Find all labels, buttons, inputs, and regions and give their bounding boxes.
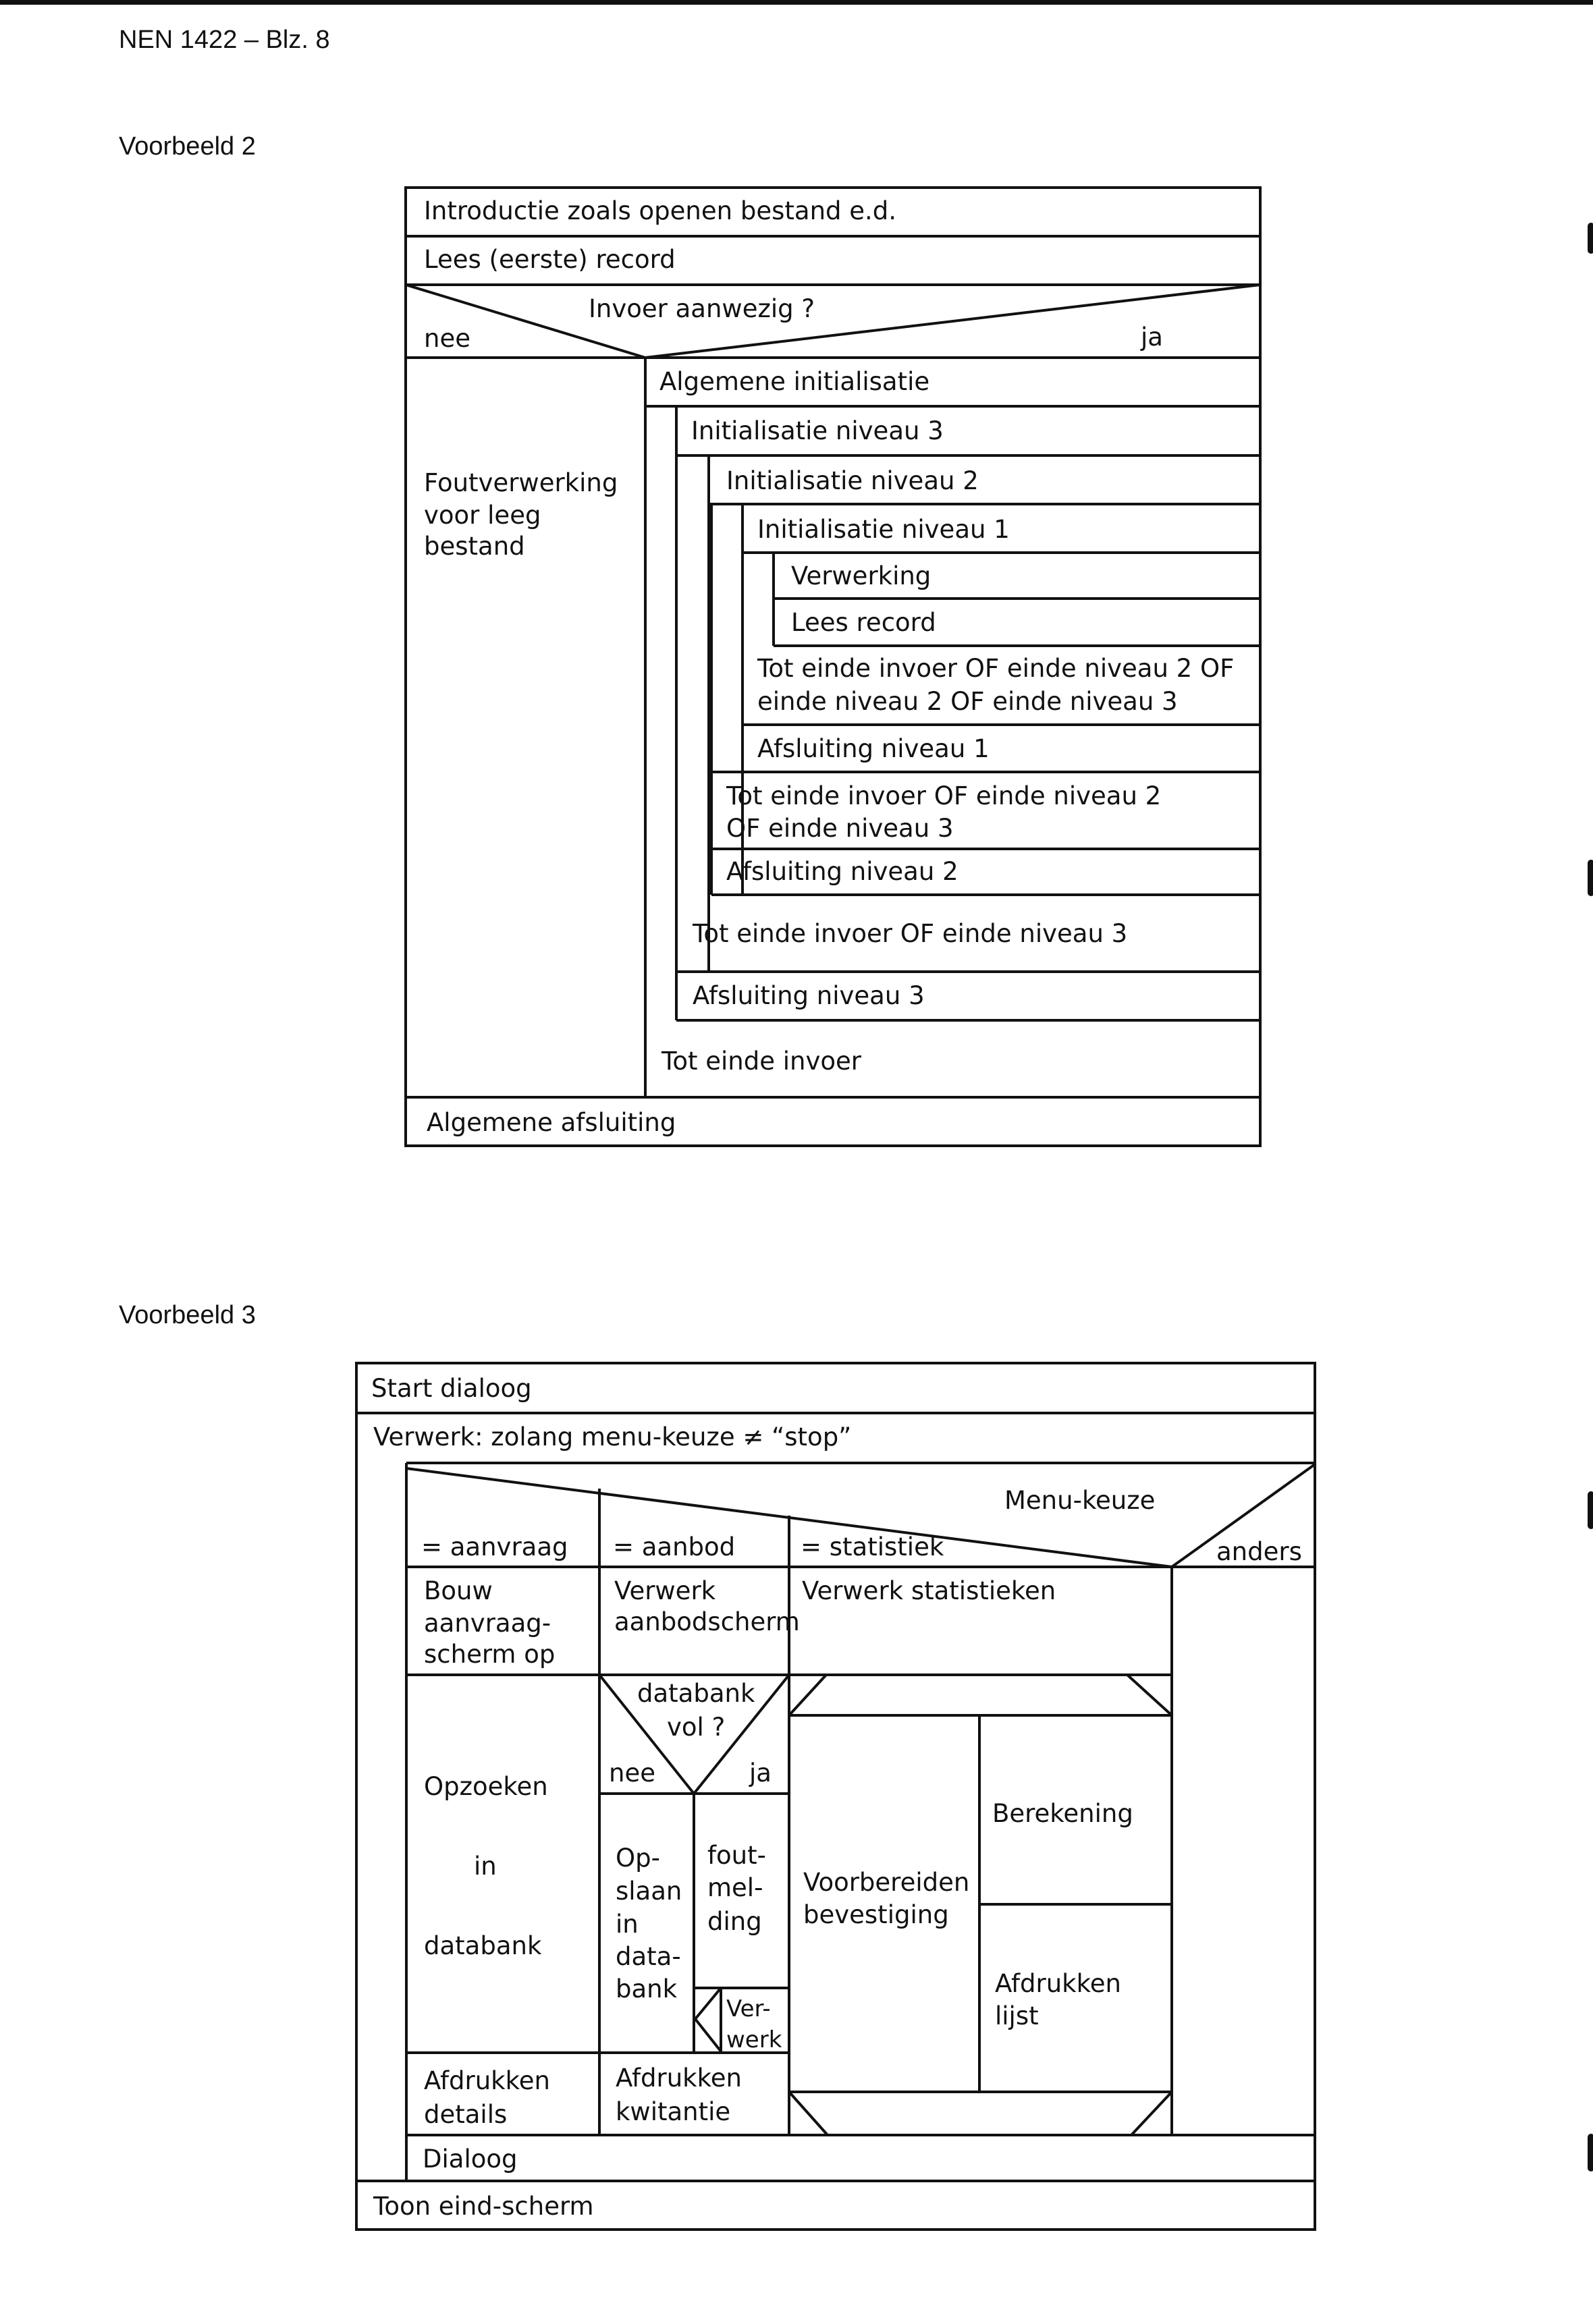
- ex3-parallel-top-right: [1127, 1675, 1172, 1715]
- ex3-store-line-2: slaan: [616, 1877, 682, 1906]
- ex3-prepare-line-2: bevestiging: [803, 1900, 949, 1929]
- ex2-until-1-line-1: Tot einde invoer OF einde niveau 2 OF: [757, 654, 1235, 683]
- ex3-print-receipt-line-1: Afdrukken: [616, 2064, 742, 2093]
- ex3-error-line-1: fout-: [707, 1841, 766, 1870]
- ex3-error-line-2: mel-: [707, 1873, 763, 1902]
- ex3-db-no: nee: [609, 1759, 655, 1788]
- ex3-offer-line-2: aanbodscherm: [614, 1607, 800, 1636]
- ex3-short-line-2: werk: [726, 2026, 782, 2053]
- ex3-end-screen: Toon eind-scherm: [373, 2192, 594, 2221]
- ex2-error-line-1: Foutverwerking: [424, 468, 618, 497]
- binding-hole-mark: [1588, 860, 1593, 896]
- ex3-db-yes: ja: [749, 1759, 772, 1788]
- ex3-process-stats: Verwerk statistieken: [802, 1576, 1056, 1605]
- ex3-calc: Berekening: [992, 1799, 1133, 1828]
- ex2-decision-yes: ja: [1141, 323, 1163, 352]
- binding-hole-mark: [1588, 2134, 1593, 2171]
- ex3-store-line-5: bank: [616, 1974, 678, 2003]
- page-header: NEN 1422 – Blz. 8: [119, 26, 330, 54]
- ex2-close-2: Afsluiting niveau 2: [726, 857, 959, 886]
- ex2-until-2-line-2: OF einde niveau 3: [726, 814, 954, 843]
- ex3-print-list-line-1: Afdrukken: [995, 1969, 1121, 1998]
- ex3-db-question-line-2: vol ?: [667, 1713, 726, 1742]
- ex2-intro: Introductie zoals openen bestand e.d.: [424, 196, 897, 225]
- ex2-error-line-2: voor leeg: [424, 501, 541, 530]
- ex3-print-details-line-2: details: [424, 2100, 508, 2129]
- ex3-print-details-line-1: Afdrukken: [424, 2066, 550, 2095]
- ex2-until-2-line-1: Tot einde invoer OF einde niveau 2: [726, 781, 1162, 810]
- ex3-opt-stats: = statistiek: [801, 1532, 944, 1561]
- ex3-db-question-line-1: databank: [637, 1679, 755, 1708]
- ex3-parallel-marker: [695, 1988, 721, 2051]
- ex3-build-line-3: scherm op: [424, 1640, 556, 1669]
- ex2-decision-question: Invoer aanwezig ?: [589, 294, 815, 323]
- ex2-until-input: Tot einde invoer: [662, 1047, 861, 1076]
- ex2-error-line-3: bestand: [424, 532, 525, 561]
- ex3-opt-offer: = aanbod: [613, 1532, 736, 1561]
- ex3-lookup-line-3: databank: [424, 1931, 542, 1960]
- ex3-store-line-3: in: [616, 1910, 639, 1939]
- example-2-title: Voorbeeld 2: [119, 132, 256, 161]
- ex3-store-line-1: Op-: [616, 1844, 660, 1873]
- ex3-prepare-line-1: Voorbereiden: [803, 1868, 970, 1897]
- ex2-processing: Verwerking: [791, 561, 932, 590]
- ex3-error-line-3: ding: [707, 1907, 762, 1936]
- ex2-read-record: Lees record: [791, 608, 936, 637]
- ex3-opt-request: = aanvraag: [421, 1532, 568, 1561]
- ex2-init-1: Initialisatie niveau 1: [757, 515, 1010, 544]
- ex2-read-first: Lees (eerste) record: [424, 245, 676, 274]
- ex2-until-1-line-2: einde niveau 2 OF einde niveau 3: [757, 687, 1178, 716]
- ex3-offer-line-1: Verwerk: [614, 1576, 716, 1605]
- binding-hole-mark: [1588, 1491, 1593, 1529]
- ex3-parallel-bottom-right: [1131, 2092, 1172, 2135]
- ex3-lookup-line-2: in: [474, 1852, 497, 1881]
- ex2-close-3: Afsluiting niveau 3: [693, 981, 925, 1010]
- ex3-store-line-4: data-: [616, 1942, 681, 1971]
- ex2-decision-no: nee: [424, 324, 470, 353]
- ex2-init-2: Initialisatie niveau 2: [726, 466, 979, 495]
- ex3-short-line-1: Ver-: [726, 1995, 771, 2022]
- ex3-build-line-1: Bouw: [424, 1576, 493, 1605]
- ex2-general-init: Algemene initialisatie: [659, 367, 930, 396]
- ex2-init-3: Initialisatie niveau 3: [691, 416, 944, 445]
- ex2-close-1: Afsluiting niveau 1: [757, 734, 990, 763]
- binding-hole-mark: [1588, 223, 1593, 254]
- ex3-start: Start dialoog: [371, 1374, 532, 1403]
- ex2-until-3: Tot einde invoer OF einde niveau 3: [693, 919, 1128, 948]
- ex3-print-receipt-line-2: kwitantie: [616, 2097, 731, 2126]
- ex3-lookup-line-1: Opzoeken: [424, 1772, 548, 1801]
- ex3-print-list-line-2: lijst: [995, 2001, 1039, 2030]
- example-3-title: Voorbeeld 3: [119, 1301, 256, 1329]
- ex2-general-close: Algemene afsluiting: [427, 1108, 676, 1137]
- ex3-build-line-2: aanvraag-: [424, 1609, 551, 1638]
- ex3-loop: Verwerk: zolang menu-keuze ≠ “stop”: [373, 1422, 852, 1451]
- ex3-opt-other: anders: [1216, 1537, 1302, 1566]
- ex3-dialog: Dialoog: [423, 2145, 518, 2174]
- ex3-parallel-bottom-left: [789, 2092, 828, 2135]
- ex3-parallel-top-left: [789, 1675, 826, 1715]
- ex3-case-label: Menu-keuze: [1004, 1486, 1156, 1515]
